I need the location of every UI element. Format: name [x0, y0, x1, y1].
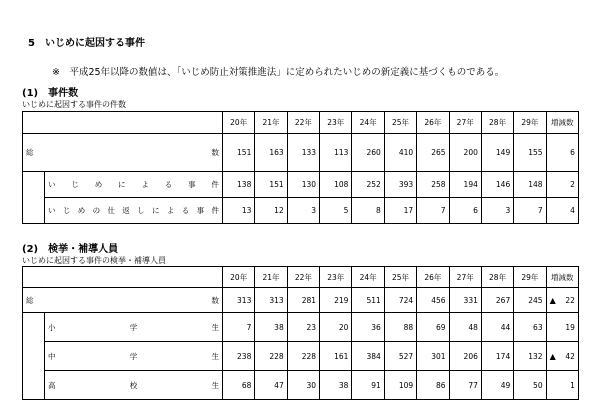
total-value — [481, 288, 513, 313]
row-value — [287, 371, 319, 400]
row-label-char: る — [164, 180, 173, 189]
column-header: 22年 — [287, 112, 319, 134]
decrease-mark: ▲ — [549, 295, 556, 305]
row-number: 13 — [241, 206, 252, 215]
row-value — [384, 198, 416, 224]
row-number: 17 — [403, 206, 414, 215]
row-number: 48 — [468, 322, 478, 332]
column-header: 20年 — [223, 112, 255, 134]
row-label-char: に — [118, 180, 126, 189]
column-header: 25年 — [384, 267, 416, 288]
total-label-right: 数 — [211, 148, 219, 157]
row-value — [352, 172, 384, 198]
row-value — [514, 371, 546, 400]
total-number: 155 — [528, 148, 543, 157]
column-header: 増減数 — [546, 112, 578, 134]
row-value — [320, 371, 352, 400]
total-label-left: 総 — [26, 295, 34, 305]
total-number: 267 — [495, 295, 511, 305]
column-header: 増減数 — [546, 267, 578, 288]
row-value — [320, 172, 352, 198]
total-value — [320, 288, 352, 313]
row-value — [320, 198, 352, 224]
row-value — [320, 342, 352, 371]
row-label-char: 件 — [211, 180, 219, 189]
row-label-char: 生 — [211, 380, 219, 390]
row-label-char: 校 — [129, 380, 138, 390]
row-value — [514, 342, 546, 371]
row-value — [384, 371, 416, 400]
total-number: 6 — [570, 148, 575, 157]
total-number: 331 — [463, 295, 478, 305]
row-value — [223, 313, 255, 342]
row-label-char: 学 — [129, 322, 138, 332]
header-row — [23, 267, 579, 288]
row-value — [417, 172, 449, 198]
indent-spacer — [23, 313, 45, 342]
total-label-spread — [26, 147, 219, 158]
total-value — [223, 288, 255, 313]
decrease-mark: ▲ — [549, 351, 556, 361]
row-value — [287, 198, 319, 224]
row-label-char: 生 — [211, 351, 219, 361]
section1-caption: いじめに起因する事件の件数 — [22, 100, 126, 109]
row-number: 384 — [366, 351, 381, 361]
total-row — [23, 134, 579, 172]
total-value — [352, 134, 384, 172]
data-row — [23, 342, 579, 371]
total-label-spread — [26, 295, 219, 306]
total-label-left: 総 — [26, 148, 34, 157]
total-number: 313 — [269, 295, 284, 305]
row-value — [223, 371, 255, 400]
row-number: 174 — [495, 351, 511, 361]
row-number: 258 — [431, 180, 446, 189]
row-value — [481, 371, 513, 400]
row-value — [384, 313, 416, 342]
column-header: 24年 — [352, 267, 384, 288]
section1-heading: (1) 事件数 — [22, 88, 79, 99]
total-value — [255, 134, 287, 172]
row-value — [287, 342, 319, 371]
row-number: 151 — [269, 180, 284, 189]
row-number: 161 — [334, 351, 349, 361]
row-number: 19 — [565, 322, 575, 332]
row-label-char: め — [77, 206, 86, 215]
row-number: 36 — [371, 322, 381, 332]
column-header: 24年 — [352, 112, 384, 134]
row-number: 30 — [306, 380, 317, 390]
row-value — [481, 198, 513, 224]
total-number: 149 — [495, 148, 511, 157]
row-label-char: の — [92, 206, 101, 215]
row-number: 77 — [468, 380, 478, 390]
row-number: 206 — [463, 351, 478, 361]
row-number: 38 — [274, 322, 284, 332]
row-label-char: 返 — [122, 206, 130, 215]
row-label-char: 件 — [211, 206, 219, 215]
row-value — [546, 172, 578, 198]
row-value — [481, 172, 513, 198]
row-number: 138 — [237, 180, 252, 189]
total-value — [384, 134, 416, 172]
row-number: 146 — [495, 180, 511, 189]
row-number: 42 — [565, 351, 575, 361]
row-number: 148 — [528, 180, 543, 189]
row-label — [45, 198, 223, 224]
data-row — [23, 313, 579, 342]
total-value — [546, 288, 578, 313]
column-header: 23年 — [320, 112, 352, 134]
row-label-char: 仕 — [107, 206, 115, 215]
data-row — [23, 198, 579, 224]
row-value — [546, 342, 578, 371]
page-title: 5 いじめに起因する事件 — [28, 38, 145, 49]
row-label-char: 学 — [129, 351, 138, 361]
total-number: 265 — [431, 148, 446, 157]
row-value — [255, 172, 287, 198]
row-label-char: い — [48, 180, 56, 189]
row-value — [223, 172, 255, 198]
column-header: 23年 — [320, 267, 352, 288]
total-number: 260 — [366, 148, 381, 157]
total-value — [514, 134, 546, 172]
row-label-char: る — [181, 206, 190, 215]
data-row — [23, 172, 579, 198]
row-value — [384, 172, 416, 198]
row-number: 7 — [440, 206, 446, 215]
row-number: 132 — [528, 351, 543, 361]
total-number: 151 — [237, 148, 252, 157]
indent-spacer — [23, 172, 45, 198]
row-value — [352, 371, 384, 400]
row-number: 252 — [366, 180, 381, 189]
total-number: 200 — [463, 148, 478, 157]
row-value — [417, 342, 449, 371]
row-value — [449, 172, 481, 198]
row-number: 23 — [306, 322, 317, 332]
indent-spacer — [23, 371, 45, 400]
row-number: 91 — [371, 380, 381, 390]
row-value — [481, 342, 513, 371]
column-header: 21年 — [255, 267, 287, 288]
row-number: 3 — [505, 206, 511, 215]
indent-spacer — [23, 198, 45, 224]
row-value — [255, 198, 287, 224]
row-value — [514, 172, 546, 198]
row-number: 108 — [334, 180, 349, 189]
row-value — [449, 371, 481, 400]
total-number: 281 — [301, 295, 317, 305]
row-label-char: 生 — [211, 322, 219, 332]
row-label-char: よ — [166, 206, 175, 215]
total-number: 313 — [237, 295, 252, 305]
total-value — [287, 134, 319, 172]
row-number: 88 — [403, 322, 414, 332]
row-label — [45, 342, 223, 371]
row-value — [546, 313, 578, 342]
row-value — [223, 342, 255, 371]
data-row — [23, 371, 579, 400]
total-number: 113 — [334, 148, 349, 157]
total-value — [417, 134, 449, 172]
row-number: 7 — [537, 206, 543, 215]
row-label-char: い — [48, 206, 56, 215]
total-label — [23, 134, 223, 172]
row-label-char: 事 — [188, 180, 196, 189]
row-number: 69 — [435, 322, 446, 332]
row-number: 2 — [570, 180, 575, 189]
indent-spacer — [23, 342, 45, 371]
row-label-char: 中 — [48, 351, 56, 361]
row-number: 6 — [473, 206, 478, 215]
row-number: 50 — [533, 380, 543, 390]
row-number: 1 — [570, 380, 575, 390]
row-number: 8 — [376, 206, 381, 215]
row-label-spread — [48, 322, 219, 333]
total-number: 22 — [565, 295, 575, 305]
column-header: 27年 — [449, 267, 481, 288]
row-number: 7 — [246, 322, 252, 332]
total-number: 133 — [301, 148, 317, 157]
row-number: 86 — [435, 380, 446, 390]
row-value — [255, 342, 287, 371]
total-value — [449, 288, 481, 313]
column-header: 28年 — [481, 267, 513, 288]
total-value — [255, 288, 287, 313]
row-number: 12 — [274, 206, 284, 215]
row-number: 49 — [500, 380, 511, 390]
column-header: 22年 — [287, 267, 319, 288]
row-number: 4 — [570, 206, 575, 215]
column-header: 26年 — [417, 267, 449, 288]
total-value — [546, 134, 578, 172]
row-value — [287, 172, 319, 198]
row-value — [320, 313, 352, 342]
row-value — [417, 198, 449, 224]
row-label-char: 事 — [196, 206, 205, 215]
column-header: 26年 — [417, 112, 449, 134]
row-label — [45, 172, 223, 198]
total-value — [417, 288, 449, 313]
row-number: 44 — [500, 322, 511, 332]
row-label-char: 高 — [48, 380, 56, 390]
row-value — [384, 342, 416, 371]
total-value — [449, 134, 481, 172]
section2-caption: いじめに起因する事件の検挙・補導人員 — [22, 256, 166, 265]
row-number: 228 — [269, 351, 284, 361]
row-number: 130 — [301, 180, 317, 189]
row-value — [514, 313, 546, 342]
total-value — [223, 134, 255, 172]
row-label-spread — [48, 205, 219, 216]
row-label-char: し — [137, 206, 145, 215]
row-value — [255, 313, 287, 342]
column-header: 27年 — [449, 112, 481, 134]
footnote: ※ 平成25年以降の数値は、「いじめ防止対策推進法」に定められたいじめの新定義に基づくものである。 — [52, 67, 505, 78]
row-label-char: に — [152, 206, 160, 215]
column-header: 20年 — [223, 267, 255, 288]
row-label-char: め — [94, 180, 103, 189]
total-number: 163 — [269, 148, 284, 157]
total-number: 511 — [366, 295, 381, 305]
row-value — [352, 313, 384, 342]
row-label-char: 小 — [48, 322, 56, 332]
row-value — [514, 198, 546, 224]
row-number: 3 — [311, 206, 317, 215]
row-number: 20 — [338, 322, 349, 332]
row-value — [287, 313, 319, 342]
row-label-spread — [48, 351, 219, 362]
row-number: 68 — [241, 380, 252, 390]
column-header: 29年 — [514, 267, 546, 288]
column-header: 28年 — [481, 112, 513, 134]
row-label-char: よ — [141, 180, 149, 189]
total-value — [320, 134, 352, 172]
row-value — [546, 371, 578, 400]
row-label — [45, 313, 223, 342]
row-number: 228 — [301, 351, 317, 361]
row-value — [223, 198, 255, 224]
total-value — [352, 288, 384, 313]
section2-heading: (2) 検挙・補導人員 — [22, 244, 119, 255]
row-value — [352, 198, 384, 224]
row-value — [352, 342, 384, 371]
row-number: 47 — [274, 380, 284, 390]
total-number: 245 — [528, 295, 543, 305]
row-number: 38 — [338, 380, 349, 390]
total-value — [384, 288, 416, 313]
row-number: 301 — [431, 351, 446, 361]
row-value — [255, 371, 287, 400]
column-header: 21年 — [255, 112, 287, 134]
row-value — [449, 313, 481, 342]
total-value — [514, 288, 546, 313]
total-number: 410 — [398, 148, 414, 157]
total-label-right: 数 — [211, 295, 219, 305]
total-value — [287, 288, 319, 313]
total-number: 724 — [398, 295, 414, 305]
total-number: 219 — [334, 295, 349, 305]
row-value — [546, 198, 578, 224]
row-number: 393 — [398, 180, 414, 189]
total-value — [481, 134, 513, 172]
row-number: 109 — [398, 380, 414, 390]
corner-cell — [23, 267, 223, 288]
total-number: 456 — [431, 295, 446, 305]
column-header: 29年 — [514, 112, 546, 134]
corner-cell — [23, 112, 223, 134]
row-label-char: じ — [71, 180, 79, 189]
column-header: 25年 — [384, 112, 416, 134]
row-value — [417, 313, 449, 342]
row-label-spread — [48, 179, 219, 190]
row-label — [45, 371, 223, 400]
row-number: 5 — [343, 206, 349, 215]
row-number: 194 — [463, 180, 478, 189]
row-value — [449, 198, 481, 224]
total-row — [23, 288, 579, 313]
total-label — [23, 288, 223, 313]
row-number: 527 — [398, 351, 414, 361]
row-value — [449, 342, 481, 371]
incident-count-table — [22, 111, 579, 224]
arrest-count-table — [22, 266, 579, 400]
row-value — [417, 371, 449, 400]
row-number: 238 — [237, 351, 252, 361]
row-number: 63 — [533, 322, 543, 332]
header-row — [23, 112, 579, 134]
row-label-spread — [48, 380, 219, 391]
row-value — [481, 313, 513, 342]
row-label-char: じ — [62, 206, 71, 215]
